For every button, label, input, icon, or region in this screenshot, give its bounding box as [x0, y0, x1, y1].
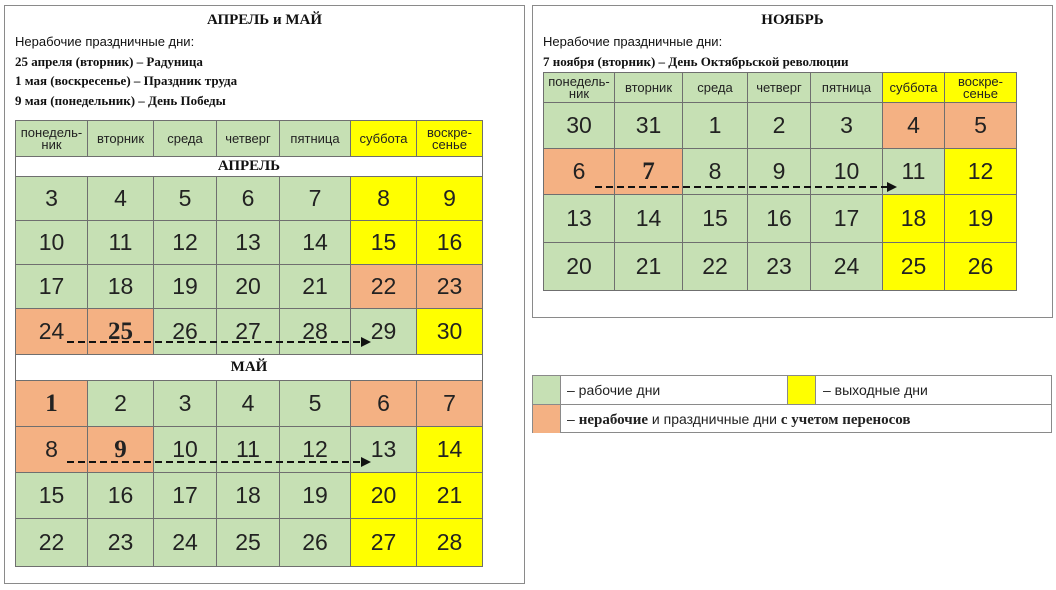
day-cell: 2 [88, 381, 154, 427]
weekday-header: среда [683, 73, 748, 103]
day-cell: 31 [615, 103, 683, 149]
day-cell: 25 [883, 243, 945, 291]
transfer-arrow-april [5, 6, 526, 585]
legend-nonworking-swatch [533, 405, 561, 433]
month-label: МАЙ [16, 355, 483, 381]
day-cell: 21 [280, 265, 351, 309]
day-cell: 10 [16, 221, 88, 265]
day-cell: 16 [748, 195, 811, 243]
holidays-subtitle: Нерабочие праздничные дни: [15, 34, 195, 49]
weekday-header: среда [154, 121, 217, 157]
day-cell: 20 [544, 243, 615, 291]
legend-working-swatch [533, 376, 561, 404]
day-cell: 12 [280, 427, 351, 473]
day-cell: 17 [154, 473, 217, 519]
day-cell: 23 [417, 265, 483, 309]
legend-mid: и праздничные дни [648, 411, 781, 427]
day-cell: 21 [615, 243, 683, 291]
day-cell: 10 [154, 427, 217, 473]
day-cell: 30 [544, 103, 615, 149]
day-cell: 5 [945, 103, 1017, 149]
day-cell: 6 [544, 149, 615, 195]
april-may-panel [4, 5, 525, 584]
weekday-header: четверг [217, 121, 280, 157]
day-cell: 16 [417, 221, 483, 265]
day-cell: 24 [154, 519, 217, 567]
legend-row-divider [533, 404, 1051, 405]
day-cell: 15 [351, 221, 417, 265]
day-cell: 24 [811, 243, 883, 291]
day-cell: 29 [351, 309, 417, 355]
day-cell: 8 [683, 149, 748, 195]
day-cell: 4 [217, 381, 280, 427]
day-cell: 22 [351, 265, 417, 309]
april-may-title: АПРЕЛЬ и МАЙ [207, 12, 322, 28]
day-cell: 21 [417, 473, 483, 519]
weekday-header: понедель- ник [544, 73, 615, 103]
day-cell: 3 [16, 177, 88, 221]
day-cell: 11 [88, 221, 154, 265]
day-cell: 17 [16, 265, 88, 309]
weekday-header: пятница [811, 73, 883, 103]
day-cell: 14 [280, 221, 351, 265]
day-cell: 9 [417, 177, 483, 221]
weekday-header: воскре- сенье [417, 121, 483, 157]
day-cell: 2 [748, 103, 811, 149]
day-cell: 18 [217, 473, 280, 519]
day-cell: 4 [88, 177, 154, 221]
day-cell: 28 [280, 309, 351, 355]
day-cell: 1 [16, 381, 88, 427]
day-cell: 7 [615, 149, 683, 195]
legend-bold-2: с учетом переносов [780, 412, 911, 428]
day-cell: 11 [217, 427, 280, 473]
legend-nonworking-label [567, 411, 911, 429]
day-cell: 13 [544, 195, 615, 243]
holiday-line: 25 апреля (вторник) – Радуница [15, 53, 203, 69]
day-cell: 11 [883, 149, 945, 195]
weekday-header: воскре- сенье [945, 73, 1017, 103]
weekday-header: четверг [748, 73, 811, 103]
day-cell: 12 [154, 221, 217, 265]
weekday-header: вторник [615, 73, 683, 103]
day-cell: 7 [280, 177, 351, 221]
weekday-header: вторник [88, 121, 154, 157]
day-cell: 8 [351, 177, 417, 221]
day-cell: 20 [217, 265, 280, 309]
day-cell: 5 [154, 177, 217, 221]
day-cell: 27 [351, 519, 417, 567]
day-cell: 7 [417, 381, 483, 427]
day-cell: 30 [417, 309, 483, 355]
legend-prefix: – [567, 411, 579, 427]
day-cell: 19 [154, 265, 217, 309]
day-cell: 15 [16, 473, 88, 519]
day-cell: 3 [154, 381, 217, 427]
day-cell: 9 [88, 427, 154, 473]
day-cell: 18 [883, 195, 945, 243]
day-cell: 14 [615, 195, 683, 243]
day-cell: 25 [217, 519, 280, 567]
holiday-line: 9 мая (понедельник) – День Победы [15, 92, 226, 108]
november-title: НОЯБРЬ [761, 12, 824, 28]
transfer-arrow-november [533, 6, 1054, 319]
legend-working-label: – рабочие дни [567, 382, 661, 398]
legend-weekend-swatch [788, 376, 816, 404]
day-cell: 23 [88, 519, 154, 567]
day-cell: 6 [351, 381, 417, 427]
transfer-arrow [67, 342, 361, 462]
holidays-subtitle: Нерабочие праздничные дни: [543, 34, 723, 49]
day-cell: 19 [280, 473, 351, 519]
weekday-header: понедель- ник [16, 121, 88, 157]
weekday-header: суббота [883, 73, 945, 103]
day-cell: 22 [683, 243, 748, 291]
holiday-line: 7 ноября (вторник) – День Октябрьской революции [543, 53, 849, 69]
legend [532, 375, 1052, 433]
day-cell: 9 [748, 149, 811, 195]
day-cell: 24 [16, 309, 88, 355]
day-cell: 14 [417, 427, 483, 473]
day-cell: 18 [88, 265, 154, 309]
day-cell: 23 [748, 243, 811, 291]
day-cell: 1 [683, 103, 748, 149]
day-cell: 16 [88, 473, 154, 519]
legend-bold-1: нерабочие [578, 412, 649, 428]
holiday-line: 1 мая (воскресенье) – Праздник труда [15, 73, 238, 88]
day-cell: 4 [883, 103, 945, 149]
day-cell: 25 [88, 309, 154, 355]
day-cell: 5 [280, 381, 351, 427]
day-cell: 28 [417, 519, 483, 567]
day-cell: 6 [217, 177, 280, 221]
day-cell: 12 [945, 149, 1017, 195]
day-cell: 10 [811, 149, 883, 195]
day-cell: 19 [945, 195, 1017, 243]
day-cell: 13 [217, 221, 280, 265]
weekday-header: пятница [280, 121, 351, 157]
day-cell: 17 [811, 195, 883, 243]
day-cell: 13 [351, 427, 417, 473]
day-cell: 26 [154, 309, 217, 355]
day-cell: 27 [217, 309, 280, 355]
legend-weekend-label: – выходные дни [823, 382, 928, 398]
day-cell: 22 [16, 519, 88, 567]
november-panel [532, 5, 1053, 318]
month-label: АПРЕЛЬ [16, 157, 483, 177]
day-cell: 3 [811, 103, 883, 149]
day-cell: 26 [280, 519, 351, 567]
day-cell: 26 [945, 243, 1017, 291]
day-cell: 15 [683, 195, 748, 243]
day-cell: 20 [351, 473, 417, 519]
day-cell: 8 [16, 427, 88, 473]
weekday-header: суббота [351, 121, 417, 157]
